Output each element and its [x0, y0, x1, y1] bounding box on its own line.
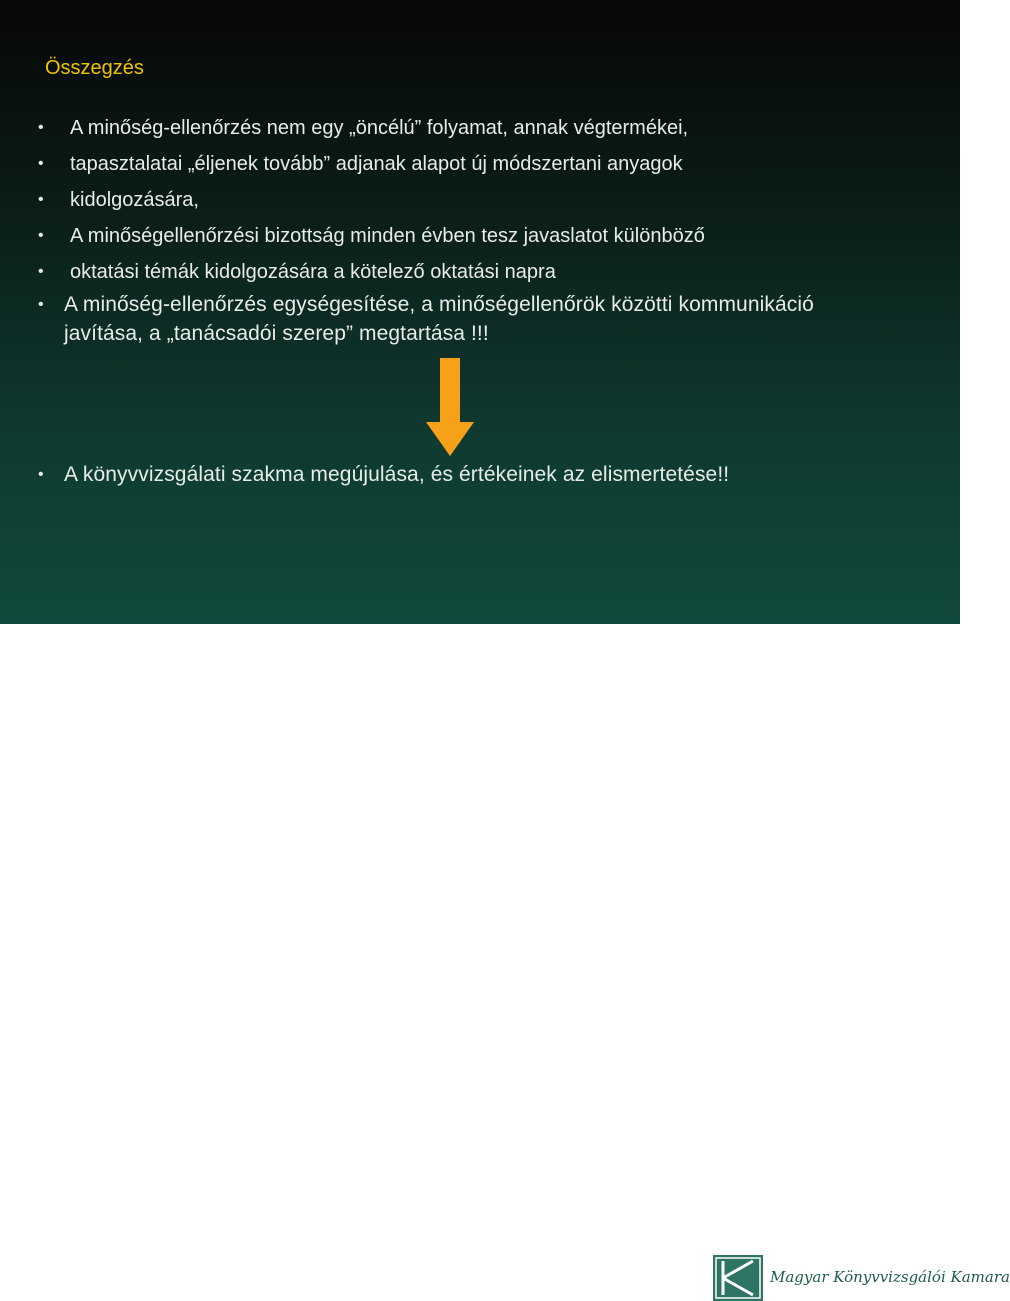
bullet-item: • A minőség-ellenőrzés egységesítése, a minőségellenőrök közötti kommunikáció — [38, 293, 814, 316]
bullet-dot-icon: • — [38, 191, 44, 208]
slide-background — [0, 0, 960, 624]
footer-bar — [0, 624, 1010, 1286]
bullet-item: • A minőség-ellenőrzés nem egy „öncélú” folyamat, annak végtermékei, — [38, 117, 689, 139]
bullet-dot-icon: • — [38, 466, 44, 483]
bullet-dot-icon: • — [38, 155, 44, 172]
bullet-continuation: javítása, a „tanácsadói szerep” megtartása !!! — [64, 322, 489, 345]
bullet-item: • oktatási témák kidolgozására a kötelező oktatási napra — [38, 261, 556, 283]
bullet-item: • A könyvvizsgálati szakma megújulása, és értékeinek az elismertetése!! — [38, 463, 730, 486]
down-arrow-icon — [426, 358, 474, 456]
bullet-item: • kidolgozására, — [38, 189, 199, 211]
bullet-dot-icon: • — [38, 263, 44, 280]
bullet-dot-icon: • — [38, 296, 44, 313]
slide-title: Összegzés — [45, 57, 144, 79]
bullet-dot-icon: • — [38, 119, 44, 136]
chamber-logo-text: Magyar Könyvvizsgálói Kamara — [770, 1268, 1010, 1286]
bullet-item: • tapasztalatai „éljenek tovább” adjanak alapot új módszertani anyagok — [38, 153, 683, 175]
bullet-item: • A minőségellenőrzési bizottság minden évben tesz javaslatot különböző — [38, 225, 705, 247]
chamber-logo-icon — [713, 1255, 763, 1301]
bullet-dot-icon: • — [38, 227, 44, 244]
